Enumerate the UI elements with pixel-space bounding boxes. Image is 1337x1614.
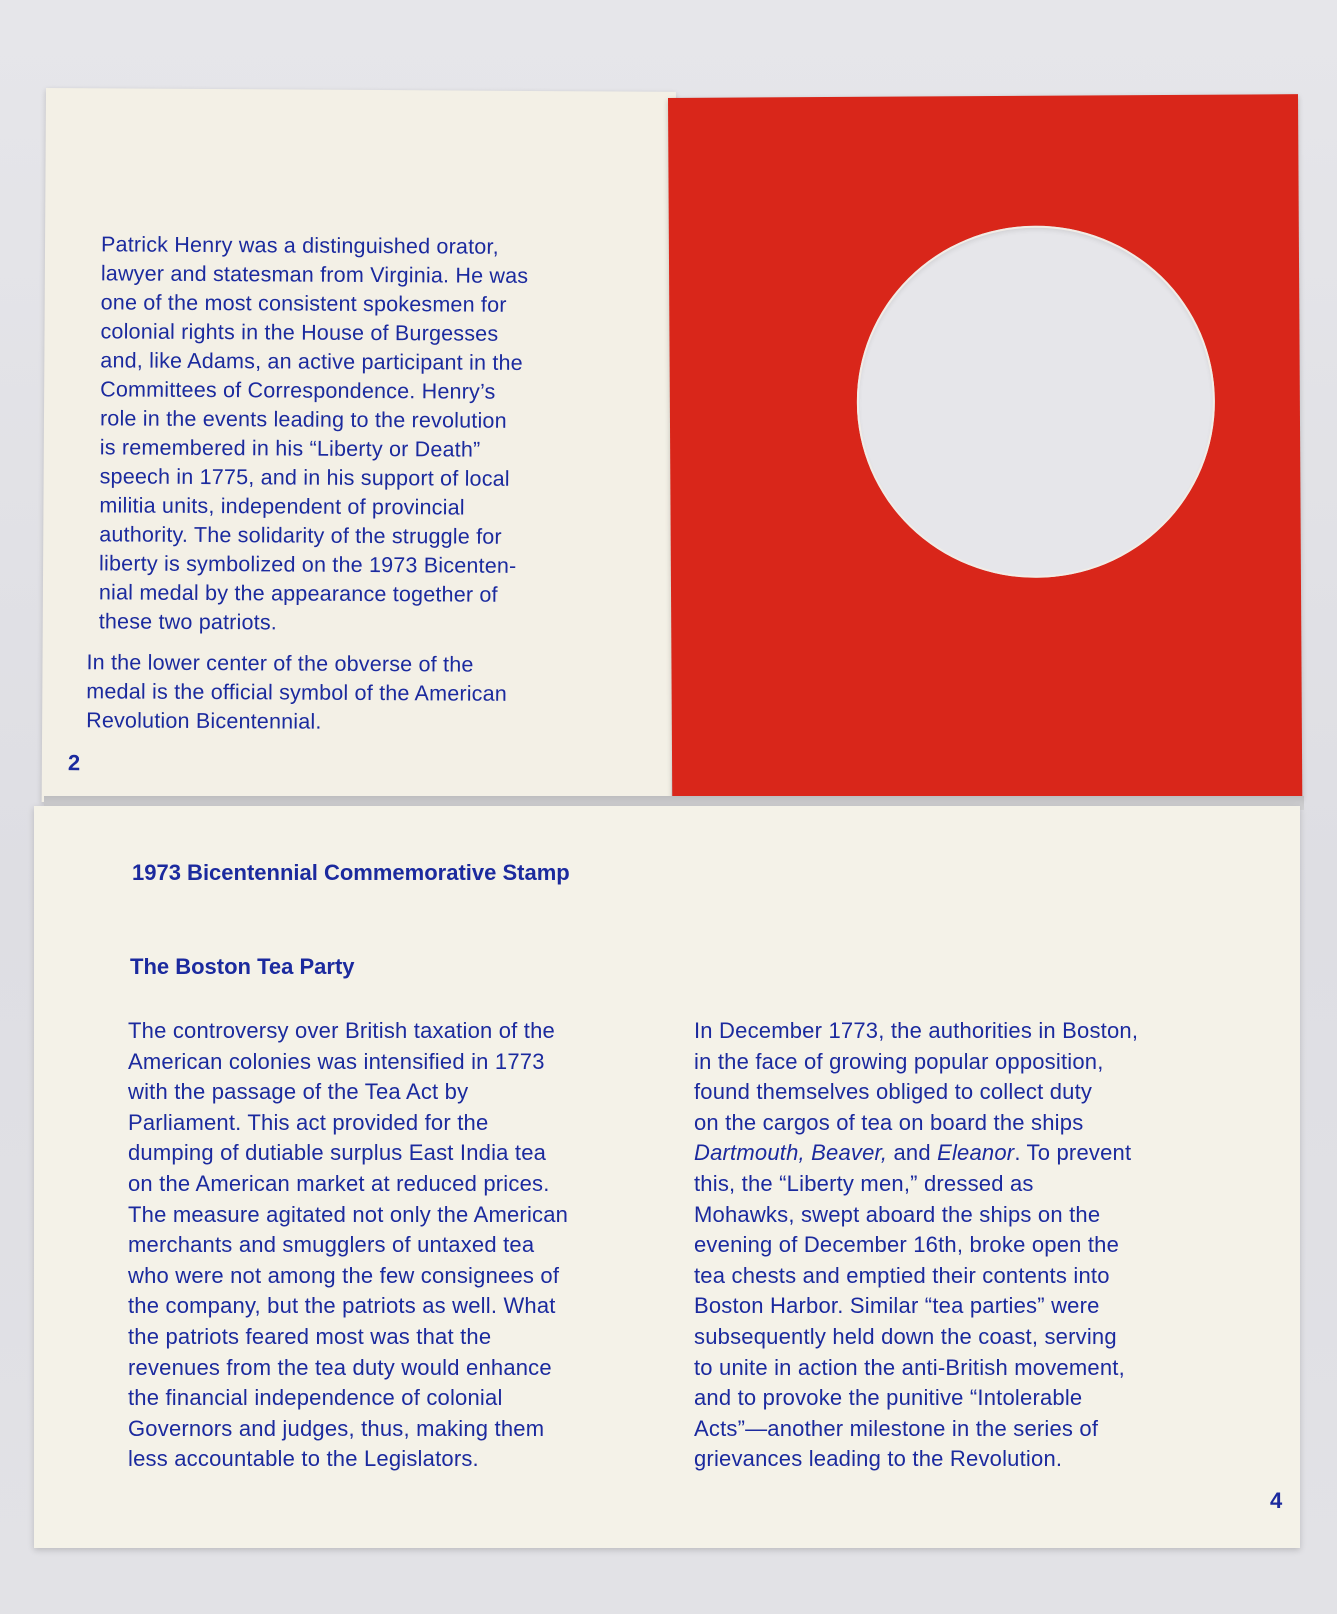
henry-line: lawyer and statesman from Virginia. He was xyxy=(100,261,529,288)
henry-line: Committees of Correspondence. Henry’s xyxy=(100,377,496,404)
henry-line: these two patriots. xyxy=(98,609,278,635)
ship-line-rest: . To prevent xyxy=(1014,1140,1132,1166)
ship-name-eleanor: Eleanor xyxy=(937,1140,1015,1166)
left-column-line: American colonies was intensified in 1773 xyxy=(128,1048,545,1074)
left-column-line: The controversy over British taxation of the xyxy=(128,1018,555,1043)
tea-party-left-column xyxy=(128,1016,648,1475)
patrick-henry-paragraph xyxy=(99,230,581,639)
right-column-line: Boston Harbor. Similar “tea parties” were xyxy=(694,1293,1100,1319)
page-number-4: 4 xyxy=(1270,1488,1283,1513)
left-column-line: the patriots feared most was that the xyxy=(128,1323,492,1349)
henry-line: Patrick Henry was a distinguished orator, xyxy=(100,232,499,259)
tea-party-heading: The Boston Tea Party xyxy=(130,954,355,979)
henry-line: liberty is symbolized on the 1973 Bicenten- xyxy=(99,551,517,578)
right-column-line: grievances leading to the Revolution. xyxy=(694,1446,1063,1472)
obverse-line: medal is the official symbol of the American xyxy=(86,679,508,706)
henry-line: militia units, independent of provincial xyxy=(99,493,465,520)
henry-line: and, like Adams, an active participant in the xyxy=(100,348,523,375)
right-column-line: evening of December 16th, broke open the xyxy=(694,1232,1120,1258)
page-number-2: 2 xyxy=(67,750,81,776)
right-column-line: and to provoke the punitive “Intolerable xyxy=(694,1385,1083,1411)
ship-names-italic: Dartmouth, Beaver, xyxy=(694,1140,888,1166)
ship-names-and: and xyxy=(887,1140,938,1166)
right-column-line: tea chests and emptied their contents into xyxy=(694,1262,1110,1288)
right-column-line: Mohawks, swept aboard the ships on the xyxy=(694,1201,1101,1227)
henry-line: one of the most consistent spokesmen for xyxy=(100,290,507,317)
left-column-line: Parliament. This act provided for the xyxy=(128,1109,489,1135)
left-column-line: who were not among the few consignees of xyxy=(128,1262,560,1288)
right-column-line: Acts”—another milestone in the series of xyxy=(694,1415,1099,1441)
left-column-line: The measure agitated not only the American xyxy=(128,1201,569,1227)
left-column-line: merchants and smugglers of untaxed tea xyxy=(128,1232,535,1258)
left-column-line: the financial independence of colonial xyxy=(128,1385,503,1411)
left-column-line: dumping of dutiable surplus East India tea xyxy=(128,1140,547,1166)
left-column-line: Governors and judges, thus, making them xyxy=(128,1415,545,1441)
henry-line: role in the events leading to the revolution xyxy=(99,406,507,433)
ship-names-line xyxy=(694,1138,1214,1169)
henry-line: nial medal by the appearance together of xyxy=(98,580,498,607)
right-column-line: subsequently held down the coast, serving xyxy=(694,1323,1117,1349)
left-column-line: on the American market at reduced prices. xyxy=(128,1170,550,1196)
henry-line: is remembered in his “Liberty or Death” xyxy=(99,435,481,462)
bottom-page xyxy=(34,806,1300,1548)
top-page xyxy=(42,88,676,806)
henry-line: speech in 1775, and in his support of local xyxy=(99,464,510,491)
henry-line: authority. The solidarity of the struggle for xyxy=(99,522,502,549)
left-column-line: less accountable to the Legislators. xyxy=(128,1446,479,1472)
obverse-paragraph xyxy=(86,648,577,738)
left-column-line: with the passage of the Tea Act by xyxy=(128,1079,469,1105)
red-medal-mount xyxy=(668,94,1302,802)
right-column-line: In December 1773, the authorities in Boston, xyxy=(694,1018,1139,1043)
right-column-line: on the cargos of tea on board the ships xyxy=(694,1109,1084,1135)
obverse-line: Revolution Bicentennial. xyxy=(86,708,322,734)
medal-cutout-hole xyxy=(856,225,1216,579)
right-column-line: found themselves obliged to collect duty xyxy=(694,1079,1093,1105)
right-column-line: to unite in action the anti-British movement, xyxy=(694,1354,1125,1380)
tea-party-right-column xyxy=(694,1016,1214,1475)
left-column-line: the company, but the patriots as well. What xyxy=(128,1293,556,1319)
right-column-line: in the face of growing popular opposition, xyxy=(694,1048,1104,1074)
right-column-line: this, the “Liberty men,” dressed as xyxy=(694,1170,1034,1196)
henry-line: colonial rights in the House of Burgesses xyxy=(100,319,499,346)
obverse-line: In the lower center of the obverse of the xyxy=(86,650,474,677)
left-column-line: revenues from the tea duty would enhance xyxy=(128,1354,552,1380)
stamp-heading: 1973 Bicentennial Commemorative Stamp xyxy=(132,860,570,885)
